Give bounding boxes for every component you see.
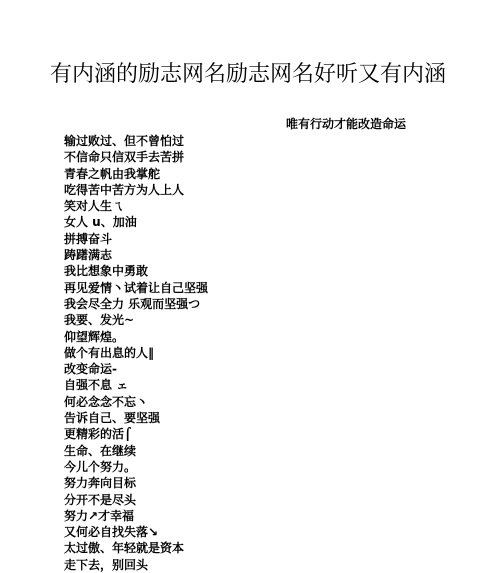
list-item: 生命、在继续 (64, 443, 137, 458)
list-item: 青春之帆由我掌舵 (64, 166, 161, 181)
list-item: 太过傲、年轻就是资本 (64, 541, 185, 556)
list-item: 拼搏奋斗 (64, 231, 113, 246)
list-item: 我比想象中勇敢 (64, 264, 149, 279)
list-item: 输过败过、但不曾怕过 (64, 134, 185, 148)
list-item: 女人 u、加油 (64, 215, 137, 230)
list-item: 今儿个努力。 (64, 459, 137, 474)
list-item: 分开不是尽头 (64, 492, 137, 507)
document-subtitle: 唯有行动才能改造命运 (286, 117, 407, 131)
list-item: 更精彩的活⌠ (64, 427, 132, 442)
list-item: 改变命运- (64, 362, 117, 377)
list-item: 努力奔向目标 (64, 476, 137, 491)
list-item: 努力↗才幸福 (64, 508, 135, 523)
list-item: 再见爱情丶试着让自己坚强 (64, 280, 209, 295)
list-item: 踌躇满志 (64, 248, 113, 263)
list-item: 走下去，别回头 (64, 557, 149, 572)
list-item: 又何必自找失落↘ (64, 525, 159, 540)
list-item: 何必念念不忘丶 (64, 394, 149, 409)
nickname-list (64, 133, 208, 573)
list-item: 吃得苦中苦方为人上人 (64, 182, 185, 197)
list-item: 做个有出息的人‖ (64, 345, 155, 360)
list-item: 不信命只信双手去苦拼 (64, 150, 185, 165)
document-title: 有内涵的励志网名励志网名好听又有内涵 (49, 62, 446, 87)
list-item: 仰望辉煌。 (64, 329, 125, 344)
list-item: 自强不息 ェ (64, 378, 129, 393)
list-item: 告诉自己、要坚强 (64, 411, 161, 426)
list-item: 我会尽全力 乐观而坚强つ (64, 296, 201, 311)
list-item: 笑对人生ㄟ (64, 199, 125, 214)
list-item: 我要、发光~ (64, 313, 135, 328)
